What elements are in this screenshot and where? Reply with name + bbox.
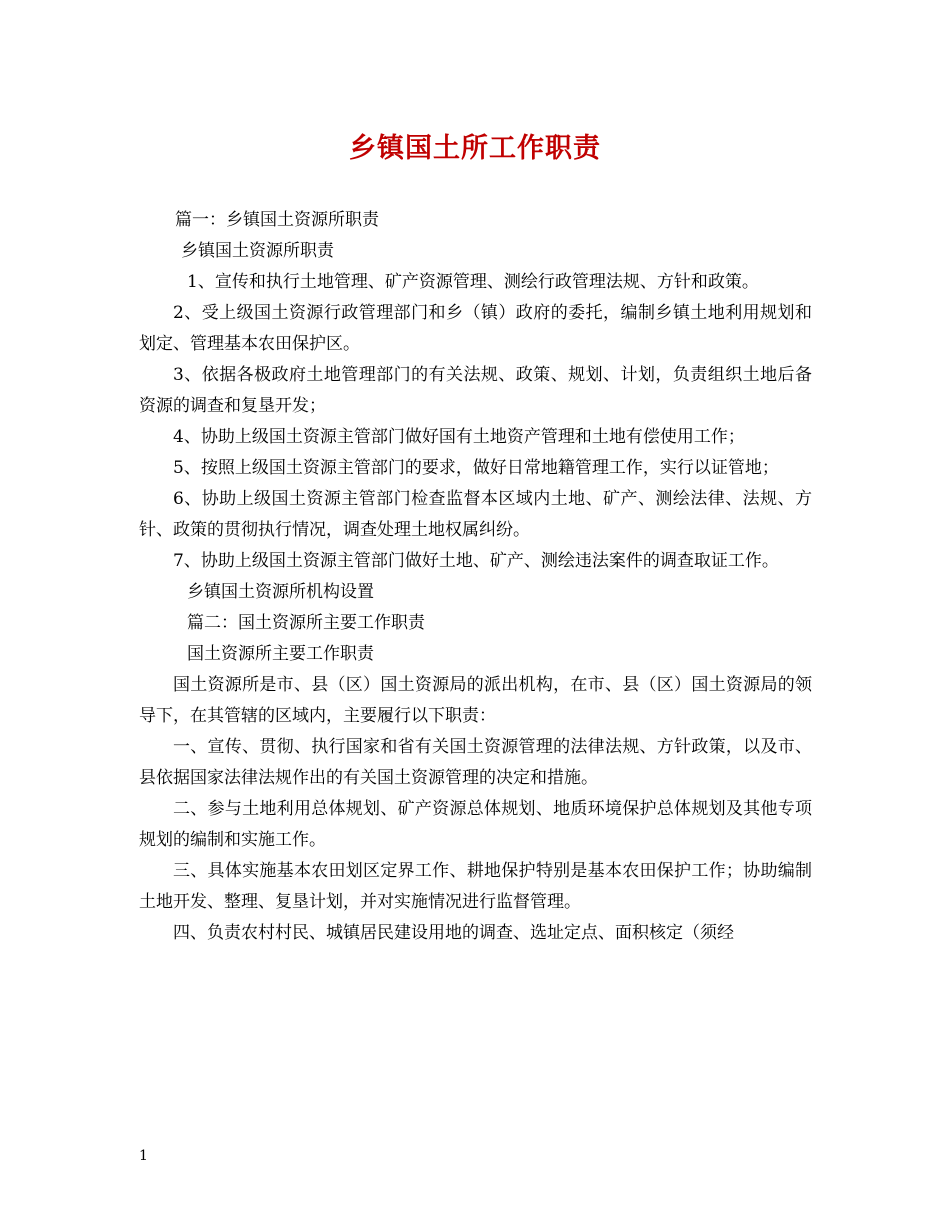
paragraph: 篇二：国土资源所主要工作职责	[187, 613, 425, 633]
paragraph: 2、受上级国土资源行政管理部门和乡（镇）政府的委托，编制乡镇土地利用规划和划定、管理基本农田保护区。	[139, 303, 812, 354]
paragraph: 国土资源所主要工作职责	[187, 644, 374, 664]
paragraph: 篇一：乡镇国土资源所职责	[175, 210, 379, 230]
paragraph: 四、负责农村村民、城镇居民建设用地的调查、选址定点、面积核定（须经	[173, 923, 734, 943]
paragraph: 三、具体实施基本农田划区定界工作、耕地保护特别是基本农田保护工作；协助编制土地开发、整理、复垦计划，并对实施情况进行监督管理。	[139, 861, 812, 912]
paragraph: 乡镇国土资源所机构设置	[187, 582, 374, 602]
paragraph: 7、协助上级国土资源主管部门做好土地、矿产、测绘违法案件的调查取证工作。	[173, 551, 779, 571]
paragraph: 4、协助上级国土资源主管部门做好国有土地资产管理和土地有偿使用工作；	[173, 427, 745, 447]
paragraph: 国土资源所是市、县（区）国土资源局的派出机构，在市、县（区）国土资源局的领导下，在其管辖的区域内，主要履行以下职责：	[139, 675, 812, 726]
document-title: 乡镇国土所工作职责	[349, 133, 601, 164]
document-body	[139, 205, 812, 949]
paragraph: 6、协助上级国土资源主管部门检查监督本区域内土地、矿产、测绘法律、法规、方针、政策的贯彻执行情况，调查处理土地权属纠纷。	[139, 489, 812, 540]
paragraph: 乡镇国土资源所职责	[181, 241, 334, 261]
paragraph: 二、参与土地利用总体规划、矿产资源总体规划、地质环境保护总体规划及其他专项规划的编制和实施工作。	[139, 799, 812, 850]
page-number: 1	[139, 1148, 148, 1164]
paragraph: 3、依据各极政府土地管理部门的有关法规、政策、规划、计划，负责组织土地后备资源的调查和复垦开发；	[139, 365, 812, 416]
paragraph: 5、按照上级国土资源主管部门的要求，做好日常地籍管理工作，实行以证管地；	[173, 458, 779, 478]
paragraph: 1、宣传和执行土地管理、矿产资源管理、测绘行政管理法规、方针和政策。	[187, 272, 759, 292]
paragraph: 一、宣传、贯彻、执行国家和省有关国土资源管理的法律法规、方针政策，以及市、县依据国家法律法规作出的有关国土资源管理的决定和措施。	[139, 737, 812, 788]
